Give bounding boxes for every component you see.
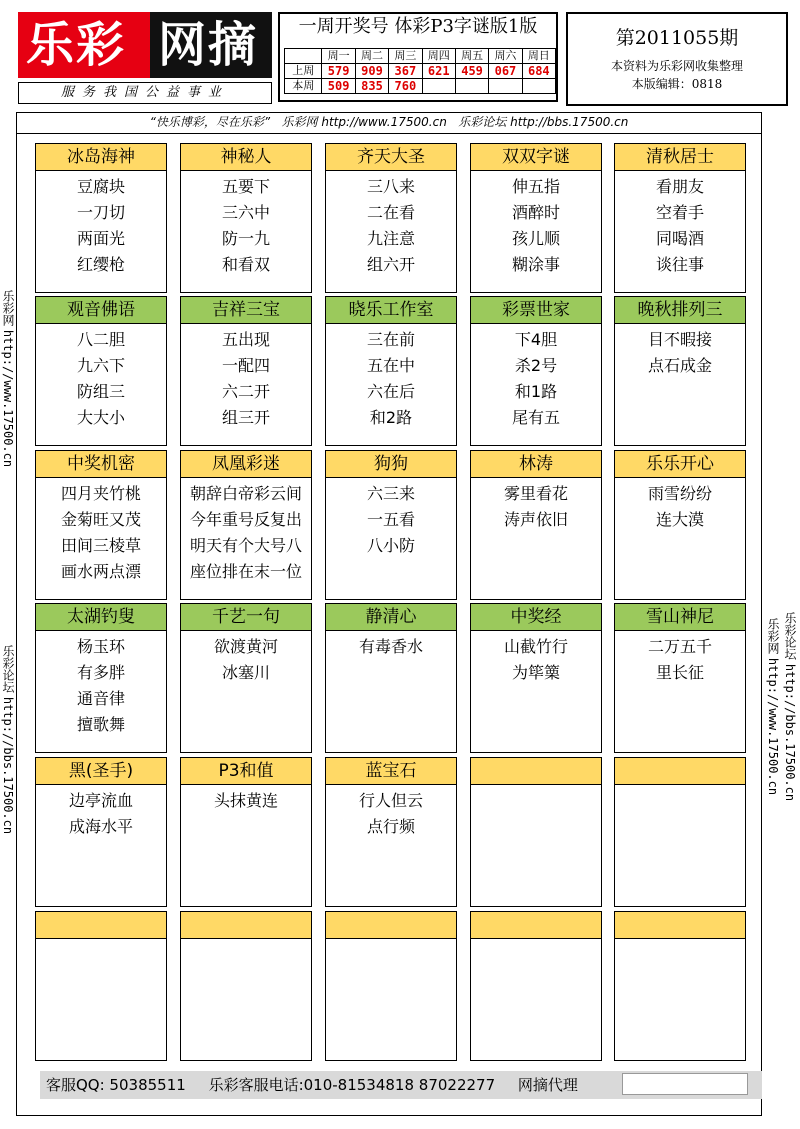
tip-line: 山截竹行 [503, 637, 568, 656]
tip-card-body [326, 174, 456, 278]
tip-card-body [181, 788, 311, 814]
tip-line: 八小防 [366, 536, 415, 555]
tip-card-body [181, 634, 311, 686]
tip-line: 田间三棱草 [60, 536, 141, 555]
tip-card [325, 450, 457, 600]
tip-line: 成海水平 [68, 817, 133, 836]
draw-number: 579 [322, 64, 355, 79]
weekday-row [285, 49, 556, 64]
tip-card-title: 中奖机密 [36, 451, 166, 478]
draw-number [522, 79, 555, 94]
footer-qq: 客服QQ: 50385511 [46, 1076, 186, 1094]
tip-line: 涛声依旧 [503, 510, 568, 529]
tip-card-body [181, 174, 311, 278]
tip-line: 红缨枪 [76, 255, 125, 274]
last-week-row [285, 64, 556, 79]
tip-card [180, 757, 312, 907]
tip-card [470, 911, 602, 1061]
tip-line: 防一九 [221, 229, 270, 248]
tip-card-body [471, 481, 601, 533]
tip-line: 雨雪纷纷 [647, 484, 712, 503]
tip-line: 为筚篥 [511, 663, 560, 682]
tip-card-title: P3和值 [181, 758, 311, 785]
weekday-cell: 周二 [355, 49, 388, 64]
tip-card [470, 757, 602, 907]
tip-line: 目不暇接 [647, 330, 712, 349]
tip-card-title [471, 758, 601, 785]
tip-line: 和1路 [514, 382, 558, 401]
weekday-cell: 周一 [322, 49, 355, 64]
issue-note: 本资料为乐彩网收集整理 [610, 59, 743, 73]
tip-card-title: 清秋居士 [615, 144, 745, 171]
tip-line: 一刀切 [76, 203, 125, 222]
tip-line: 五要下 [221, 177, 270, 196]
tip-card [325, 296, 457, 446]
tip-line: 二在看 [366, 203, 415, 222]
tip-card-body [36, 788, 166, 840]
logo-slogan: 服务我国公益事业 [18, 82, 272, 104]
tip-card-body [615, 634, 745, 686]
footer-agent-label: 网摘代理 [517, 1076, 578, 1094]
side-text-right-a: 乐彩网 http://www.17500.cn [766, 618, 780, 796]
tip-line: 和2路 [369, 408, 413, 427]
tip-line: 一五看 [366, 510, 415, 529]
tip-line: 冰塞川 [221, 663, 270, 682]
tip-card [180, 450, 312, 600]
tip-card-body [181, 481, 311, 585]
site-url-link[interactable]: http://www.17500.cn [321, 115, 447, 129]
tip-card-title: 中奖经 [471, 604, 601, 631]
tip-card-title: 彩票世家 [471, 297, 601, 324]
tip-line: 同喝酒 [655, 229, 704, 248]
tip-line: 欲渡黄河 [213, 637, 278, 656]
tip-card-title: 太湖钓叟 [36, 604, 166, 631]
tip-card [180, 296, 312, 446]
tip-card [614, 143, 746, 293]
tip-line: 行人但云 [358, 791, 423, 810]
tip-line: 看朋友 [655, 177, 704, 196]
draw-number: 909 [355, 64, 388, 79]
tip-card-body [326, 481, 456, 559]
tip-line: 边亭流血 [68, 791, 133, 810]
tip-line: 六三来 [366, 484, 415, 503]
tip-line: 糊涂事 [511, 255, 560, 274]
tip-line: 六在后 [366, 382, 415, 401]
tip-line: 三六中 [221, 203, 270, 222]
tip-card-body [36, 327, 166, 431]
tip-line: 擅歌舞 [76, 715, 125, 734]
tip-card-title: 神秘人 [181, 144, 311, 171]
tip-line: 有毒香水 [358, 637, 423, 656]
tip-line: 大大小 [76, 408, 125, 427]
tip-card [614, 296, 746, 446]
footer-phone: 乐彩客服电话:010-81534818 87022277 [208, 1076, 496, 1094]
tip-line: 五出现 [221, 330, 270, 349]
tip-line: 杀2号 [514, 356, 558, 375]
tip-line: 三八来 [366, 177, 415, 196]
side-text-left-top: 乐彩网 http://www.17500.cn [1, 290, 15, 468]
tip-card [180, 143, 312, 293]
tip-line: 九注意 [366, 229, 415, 248]
agent-input-field[interactable] [622, 1073, 748, 1095]
tip-card-title: 凤凰彩迷 [181, 451, 311, 478]
this-week-row [285, 79, 556, 94]
tip-line: 和看双 [221, 255, 270, 274]
tip-line: 四月夹竹桃 [60, 484, 141, 503]
tip-line: 里长征 [655, 663, 704, 682]
tip-card-title [326, 912, 456, 939]
weekday-cell: 周六 [489, 49, 522, 64]
tip-line: 防组三 [76, 382, 125, 401]
tip-card [35, 603, 167, 753]
draw-table [284, 48, 556, 94]
site-slogan: “快乐博彩，尽在乐彩” [149, 115, 271, 129]
tip-line: 朝辞白帝彩云间 [189, 484, 302, 503]
tip-line: 画水两点漂 [60, 562, 141, 581]
draw-number [489, 79, 522, 94]
tip-line: 伸五指 [511, 177, 560, 196]
tip-card [614, 603, 746, 753]
tip-line: 通音律 [76, 689, 125, 708]
tip-line: 谈往事 [655, 255, 704, 274]
tip-line: 今年重号反复出 [189, 510, 302, 529]
tip-card-title [471, 912, 601, 939]
draw-number: 367 [389, 64, 422, 79]
tip-card-title [36, 912, 166, 939]
logo [18, 12, 272, 105]
site-line [17, 113, 761, 134]
draw-number: 621 [422, 64, 455, 79]
tip-line: 六二开 [221, 382, 270, 401]
tip-card [470, 143, 602, 293]
tip-card-title: 冰岛海神 [36, 144, 166, 171]
weekly-draw-panel [278, 12, 558, 102]
tip-card-body [471, 634, 601, 686]
tip-card-title: 狗狗 [326, 451, 456, 478]
logo-text-part1: 乐彩 [26, 17, 127, 73]
tip-line: 五在中 [366, 356, 415, 375]
tip-card-body [326, 788, 456, 840]
tip-card [325, 603, 457, 753]
tip-line: 二万五千 [647, 637, 712, 656]
tip-card-title: 乐乐开心 [615, 451, 745, 478]
draw-number: 459 [455, 64, 488, 79]
tip-card-body [36, 174, 166, 278]
tip-line: 八二胆 [76, 330, 125, 349]
weekday-cell: 周五 [455, 49, 488, 64]
tip-card-body [326, 634, 456, 660]
tip-line: 明天有个大号八 [189, 536, 302, 555]
draw-number: 835 [355, 79, 388, 94]
tip-card-title: 观音佛语 [36, 297, 166, 324]
tip-card-body [615, 174, 745, 278]
side-text-left-bottom: 乐彩论坛 http://bbs.17500.cn [1, 645, 15, 835]
tip-line: 一配四 [221, 356, 270, 375]
side-text-right-b: 乐彩论坛 http://bbs.17500.cn [783, 612, 797, 802]
tip-card [470, 450, 602, 600]
tip-line: 尾有五 [511, 408, 560, 427]
tip-card [614, 757, 746, 907]
tip-card-title: 晓乐工作室 [326, 297, 456, 324]
draw-number: 760 [389, 79, 422, 94]
weekday-cell: 周日 [522, 49, 555, 64]
tip-card-title: 千艺一句 [181, 604, 311, 631]
tip-line: 九六下 [76, 356, 125, 375]
tip-card-title: 蓝宝石 [326, 758, 456, 785]
tip-card-title [615, 758, 745, 785]
tip-card [35, 296, 167, 446]
this-week-label: 本周 [285, 79, 322, 94]
forum-name: 乐彩论坛 [458, 115, 507, 129]
draw-title: 一周开奖号 体彩P3字谜版1版 [298, 16, 538, 37]
tip-card-body [36, 634, 166, 738]
tip-card-body [36, 481, 166, 585]
tip-card-title: 齐天大圣 [326, 144, 456, 171]
tip-card-title: 雪山神尼 [615, 604, 745, 631]
weekday-cell: 周四 [422, 49, 455, 64]
tip-card-body [471, 327, 601, 431]
weekday-cell: 周三 [389, 49, 422, 64]
tip-line: 孩儿顺 [511, 229, 560, 248]
tip-card-title: 静清心 [326, 604, 456, 631]
tip-line: 酒醉时 [511, 203, 560, 222]
tip-card-body [471, 174, 601, 278]
logo-text-part2: 网摘 [158, 17, 259, 73]
tip-card-title: 晚秋排列三 [615, 297, 745, 324]
issue-panel [566, 12, 788, 106]
tip-line: 座位排在末一位 [189, 562, 302, 581]
tip-line: 雾里看花 [503, 484, 568, 503]
tip-card [35, 450, 167, 600]
draw-number: 067 [489, 64, 522, 79]
tip-card [180, 911, 312, 1061]
tip-card-title [615, 912, 745, 939]
tip-line: 空着手 [655, 203, 704, 222]
tip-card [35, 757, 167, 907]
tip-line: 有多胖 [76, 663, 125, 682]
tip-card [470, 296, 602, 446]
tip-card [180, 603, 312, 753]
tip-line: 连大漠 [655, 510, 704, 529]
tip-card-title [181, 912, 311, 939]
tip-line: 下4胆 [514, 330, 558, 349]
tip-card-title: 双双字谜 [471, 144, 601, 171]
tip-line: 金菊旺又茂 [60, 510, 141, 529]
tip-card [325, 757, 457, 907]
tip-card-title: 林涛 [471, 451, 601, 478]
tip-card-body [326, 327, 456, 431]
tip-card-title: 黑(圣手) [36, 758, 166, 785]
tip-card-title: 吉祥三宝 [181, 297, 311, 324]
forum-url-link[interactable]: http://bbs.17500.cn [510, 115, 629, 129]
tip-line: 组六开 [366, 255, 415, 274]
issue-number: 第2011055期 [615, 27, 739, 49]
tip-card-body [181, 327, 311, 431]
tip-card [35, 143, 167, 293]
tip-card [325, 911, 457, 1061]
draw-number [422, 79, 455, 94]
draw-number: 684 [522, 64, 555, 79]
tip-card [614, 450, 746, 600]
tip-card-body [615, 327, 745, 379]
tip-line: 杨玉环 [76, 637, 125, 656]
tip-card [35, 911, 167, 1061]
tip-card [325, 143, 457, 293]
tip-line: 点石成金 [647, 356, 712, 375]
issue-editor: 本版编辑：0818 [631, 77, 723, 91]
tip-line: 三在前 [366, 330, 415, 349]
tip-card [470, 603, 602, 753]
tip-line: 豆腐块 [76, 177, 125, 196]
tip-line: 组三开 [221, 408, 270, 427]
tip-line: 头抹黄连 [213, 791, 278, 810]
tip-line: 点行频 [366, 817, 415, 836]
tip-card-body [615, 481, 745, 533]
draw-number: 509 [322, 79, 355, 94]
last-week-label: 上周 [285, 64, 322, 79]
draw-number [455, 79, 488, 94]
tip-line: 两面光 [76, 229, 125, 248]
site-name: 乐彩网 [281, 115, 318, 129]
tip-card [614, 911, 746, 1061]
